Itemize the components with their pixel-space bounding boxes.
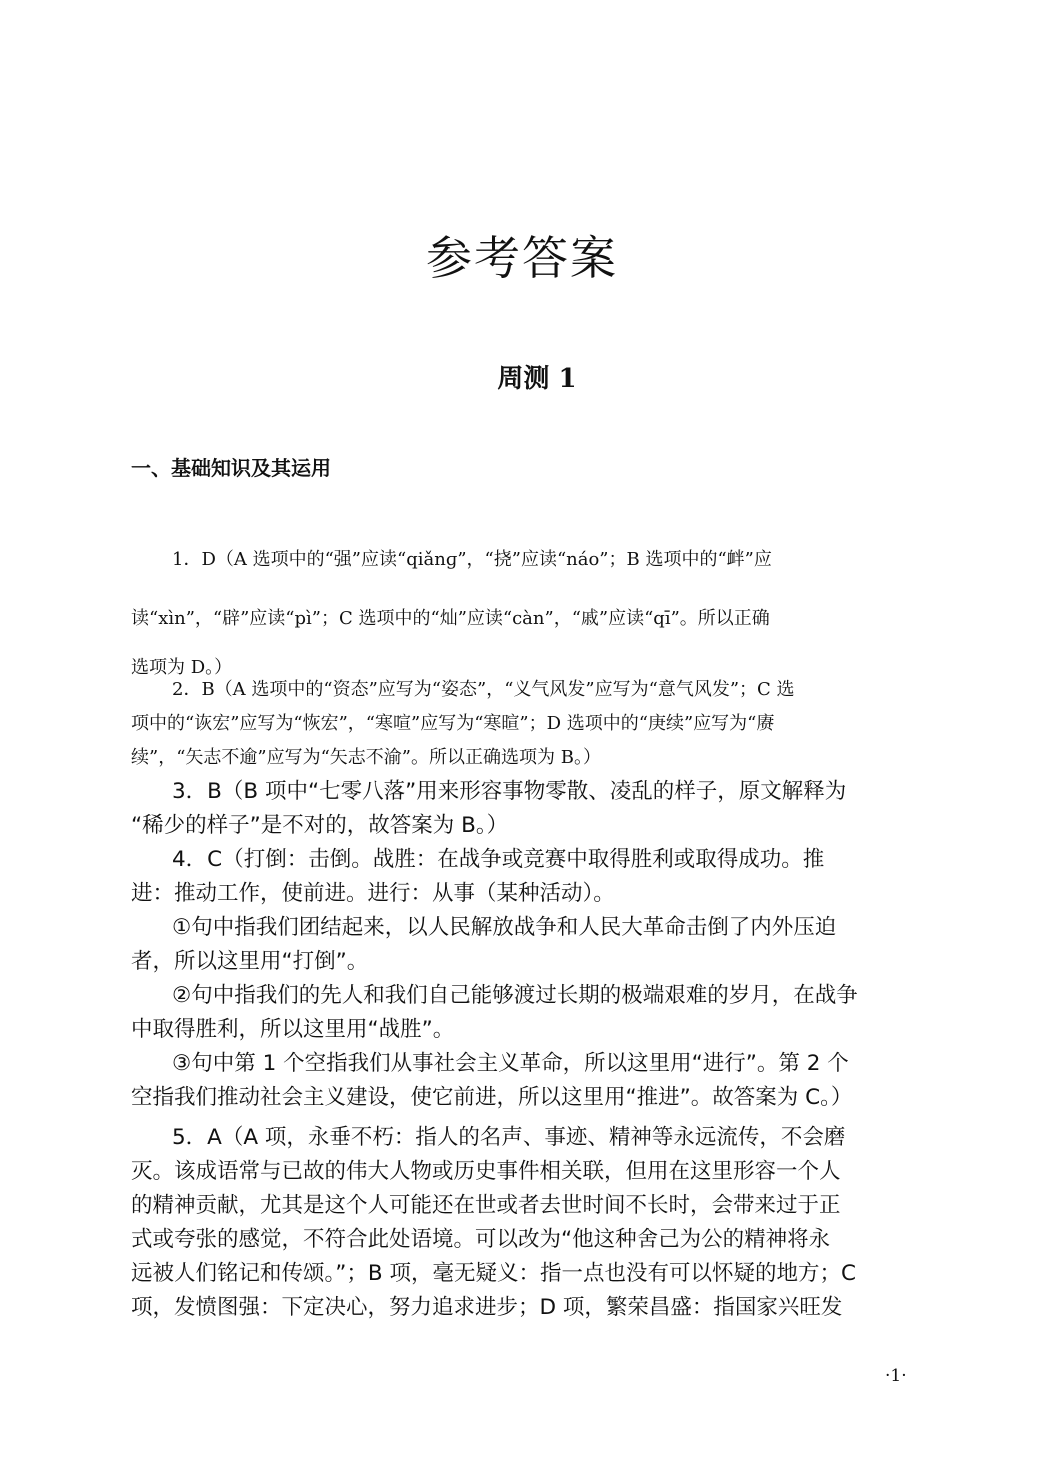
answer-line: 的精神贡献，尤其是这个人可能还在世或者去世时间不长时，会带来过于正 bbox=[131, 1193, 841, 1218]
answer-line: 中取得胜利，所以这里用“战胜”。 bbox=[131, 1017, 455, 1042]
answer-line: ③句中第 1 个空指我们从事社会主义革命，所以这里用“进行”。第 2 个 bbox=[172, 1051, 849, 1076]
answer-line: ②句中指我们的先人和我们自己能够渡过长期的极端艰难的岁月，在战争 bbox=[172, 983, 858, 1008]
answer-line: 续”，“矢志不逾”应写为“矢志不渝”。所以正确选项为 B。） bbox=[131, 747, 601, 768]
answer-5 bbox=[131, 1121, 946, 1325]
answer-line: 选项为 D。） bbox=[131, 657, 233, 678]
answer-line: 2．B（A 选项中的“资态”应写为“姿态”，“义气风发”应写为“意气风发”；C 选 bbox=[172, 679, 795, 700]
section-heading: 一、基础知识及其运用 bbox=[131, 456, 331, 480]
answer-line: 式或夸张的感觉，不符合此处语境。可以改为“他这种舍己为公的精神将永 bbox=[131, 1227, 831, 1252]
answer-line: 进：推动工作，使前进。进行：从事（某种活动）。 bbox=[131, 881, 615, 906]
answer-line: 空指我们推动社会主义建设，使它前进，所以这里用“推进”。故答案为 C。） bbox=[131, 1085, 853, 1110]
answer-line: 5．A（A 项，永垂不朽：指人的名声、事迹、精神等永远流传，不会磨 bbox=[172, 1125, 846, 1150]
answer-line: 远被人们铭记和传颂。”；B 项，毫无疑义：指一点也没有可以怀疑的地方；C bbox=[131, 1261, 856, 1286]
answer-4 bbox=[131, 843, 946, 1115]
answer-1 bbox=[131, 530, 946, 688]
answer-line: 项中的“诙宏”应写为“恢宏”，“寒喧”应写为“寒暄”；D 选项中的“庚续”应写为“赓 bbox=[131, 713, 775, 734]
answer-line: “稀少的样子”是不对的，故答案为 B。） bbox=[131, 813, 509, 838]
answer-line: 读“xìn”，“辟”应读“pì”；C 选项中的“灿”应读“càn”，“戚”应读“qī”。所以正确 bbox=[131, 608, 770, 629]
answer-3 bbox=[131, 775, 946, 843]
answer-line: 灭。该成语常与已故的伟大人物或历史事件相关联，但用在这里形容一个人 bbox=[131, 1159, 841, 1184]
page-number: ·1· bbox=[885, 1366, 907, 1386]
answer-line: 4．C（打倒：击倒。战胜：在战争或竞赛中取得胜利或取得成功。推 bbox=[172, 847, 825, 872]
week-title: 周测 1 bbox=[497, 364, 577, 394]
answer-line: 3．B（B 项中“七零八落”用来形容事物零散、凌乱的样子，原文解释为 bbox=[172, 779, 847, 804]
answer-line: 项，发愤图强：下定决心，努力追求进步；D 项，繁荣昌盛：指国家兴旺发 bbox=[131, 1295, 843, 1320]
answer-line: 者，所以这里用“打倒”。 bbox=[131, 949, 369, 974]
answer-line: 1．D（A 选项中的“强”应读“qiǎnɡ”，“挠”应读“náo”；B 选项中的“衅”应 bbox=[172, 549, 772, 570]
document-title: 参考答案 bbox=[426, 231, 618, 285]
answer-2 bbox=[131, 673, 946, 775]
answer-line: ①句中指我们团结起来，以人民解放战争和人民大革命击倒了内外压迫 bbox=[172, 915, 837, 940]
